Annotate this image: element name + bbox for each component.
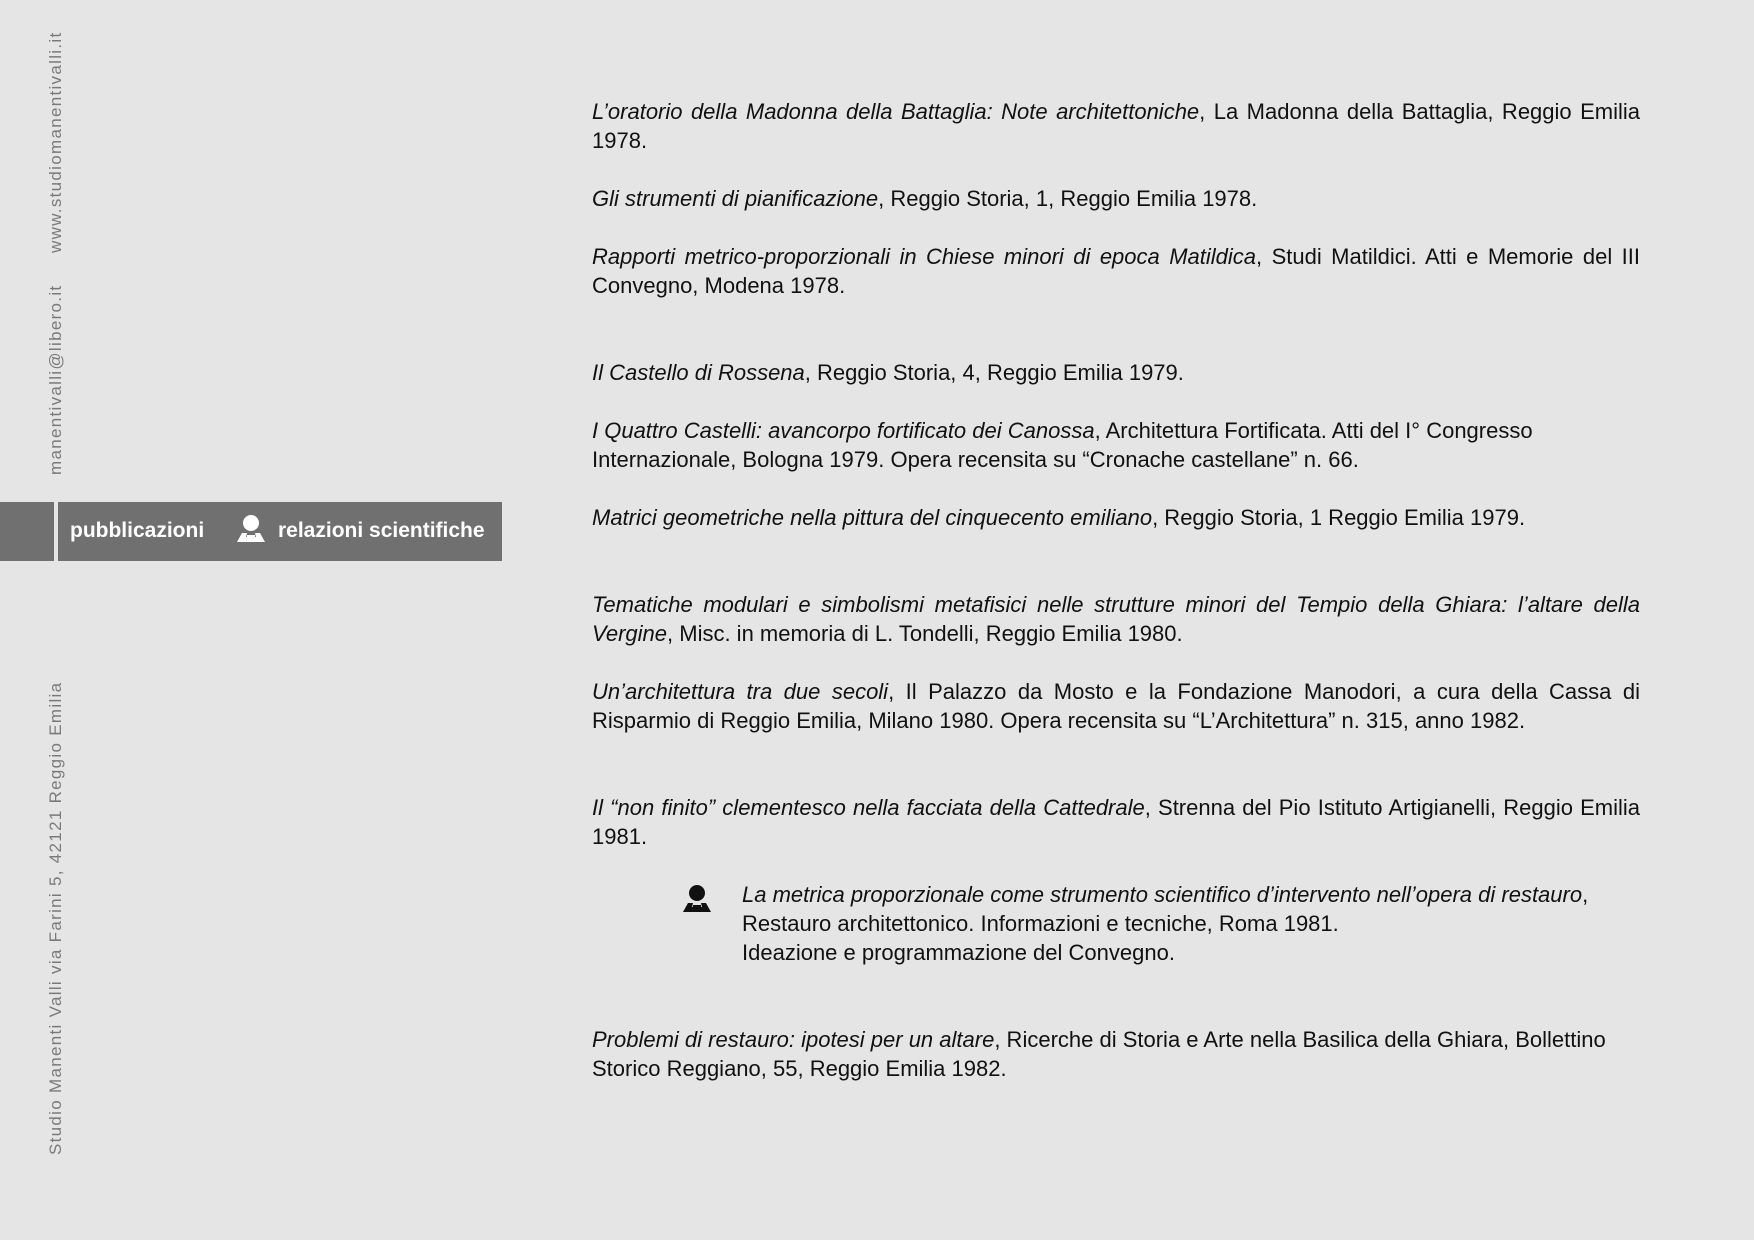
publication-title: Il “non finito” clementesco nella facciata della Cattedrale [592, 795, 1145, 820]
publication-details: , Reggio Storia, 1 Reggio Emilia 1979. [1152, 505, 1526, 530]
section-nav-bar [0, 502, 502, 561]
conference-title: La metrica proporzionale come strumento scientifico d’intervento nell’opera di restauro [742, 882, 1583, 907]
publication-title: Il Castello di Rossena [592, 360, 805, 385]
publication-title: Un’architettura tra due secoli [592, 679, 889, 704]
publication-details: , La Madonna della Battaglia, Reggio Emilia 1978. [592, 99, 1640, 153]
publication-details: , Studi Matildici. Atti e Memorie del III Convegno, Modena 1978. [592, 244, 1640, 298]
publication-entry [592, 793, 1640, 851]
speaker-person-icon [680, 883, 714, 917]
publication-entry [592, 184, 1640, 213]
nav-divider [54, 502, 58, 561]
nav-relazioni-scientifiche[interactable]: relazioni scientifiche [278, 519, 485, 542]
conference-note: Ideazione e programmazione del Convegno. [742, 940, 1175, 965]
publication-entry [592, 97, 1640, 155]
publication-entry [592, 242, 1640, 300]
publication-title: Gli strumenti di pianificazione [592, 186, 879, 211]
conference-title-line [742, 880, 1640, 909]
publication-details: , Reggio Storia, 1, Reggio Emilia 1978. [878, 186, 1258, 211]
publication-entry [592, 590, 1640, 648]
publication-title: Problemi di restauro: ipotesi per un altare [592, 1027, 995, 1052]
publication-title: Rapporti metrico-proporzionali in Chiese minori di epoca Matildica [592, 244, 1257, 269]
conference-entry [592, 880, 1640, 967]
publication-title: Tematiche modulari e simbolismi metafisici nelle strutture minori del Tempio della Ghiara: l’altare della Vergine [592, 592, 1640, 646]
publication-title: Matrici geometriche nella pittura del cinquecento emiliano [592, 505, 1153, 530]
studio-address: Studio Manenti Valli via Farini 5, 42121 Reggio Emilia [46, 681, 65, 1155]
publication-entry [592, 358, 1640, 387]
publication-title: I Quattro Castelli: avancorpo fortificato dei Canossa [592, 418, 1095, 443]
publication-title: L’oratorio della Madonna della Battaglia: Note architettoniche [592, 99, 1200, 124]
publication-entry [592, 416, 1640, 474]
conference-details: Restauro architettonico. Informazioni e tecniche, Roma 1981. [742, 911, 1339, 936]
publication-entry [592, 503, 1640, 532]
publication-details: , Architettura Fortificata. Atti del I° Congresso Internazionale, Bologna 1979. Opera recensita su “Cronache castellane” n. 66. [592, 418, 1533, 472]
publication-entry [592, 1025, 1640, 1083]
publication-entry [592, 677, 1640, 735]
nav-pubblicazioni[interactable]: pubblicazioni [70, 519, 205, 542]
publication-details: , Ricerche di Storia e Arte nella Basilica della Ghiara, Bollettino Storico Reggiano, 55, Reggio Emilia 1982. [592, 1027, 1606, 1081]
publication-details: , Reggio Storia, 4, Reggio Emilia 1979. [804, 360, 1184, 385]
publications-list [592, 97, 1640, 1083]
email-address[interactable]: manentivalli@libero.it [46, 284, 65, 475]
publication-details: , Strenna del Pio Istituto Artigianelli, Reggio Emilia 1981. [592, 795, 1641, 849]
speaker-person-icon [234, 513, 268, 547]
publication-details: , Misc. in memoria di L. Tondelli, Reggio Emilia 1980. [667, 621, 1183, 646]
conference-title-suffix: , [1582, 882, 1589, 907]
publication-details: , Il Palazzo da Mosto e la Fondazione Manodori, a cura della Cassa di Risparmio di Reggio Emilia, Milano 1980. Opera recensita su “L’Architettura” n. 315, anno 1982. [592, 679, 1640, 733]
website-url[interactable]: www.studiomanentivalli.it [46, 31, 65, 253]
